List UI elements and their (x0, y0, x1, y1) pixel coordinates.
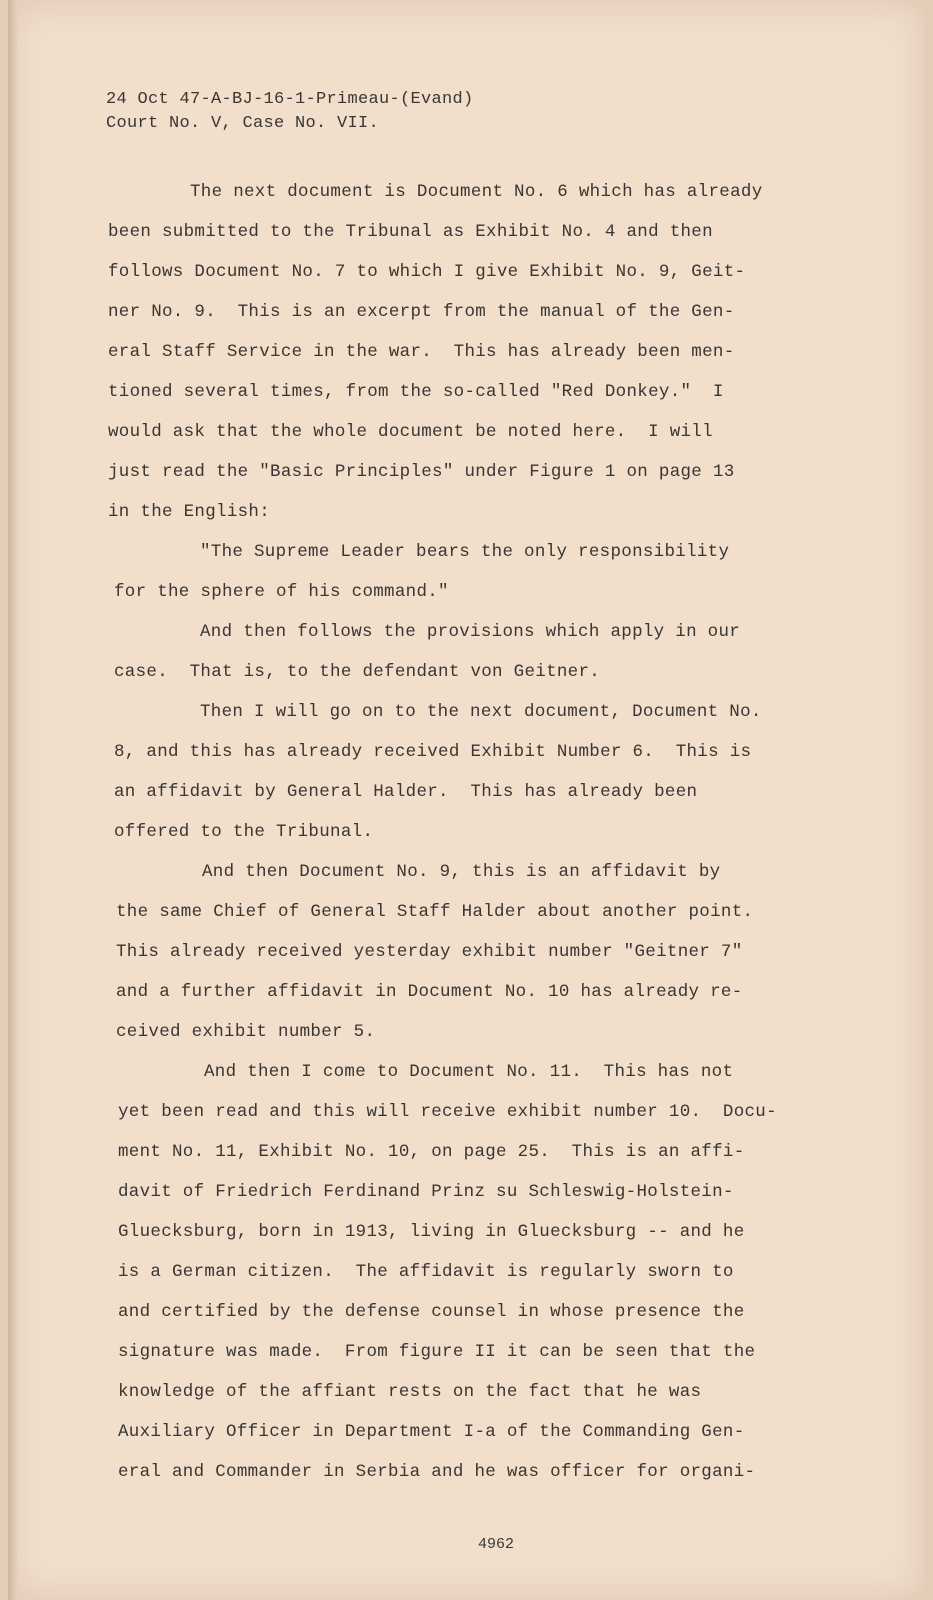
body-line: signature was made. From figure II it can be seen that the (118, 1342, 756, 1362)
body-line: Then I will go on to the next document, Document No. (200, 702, 762, 722)
body-line: davit of Friedrich Ferdinand Prinz su Schleswig-Holstein- (118, 1182, 734, 1202)
body-line: follows Document No. 7 to which I give Exhibit No. 9, Geit- (108, 262, 746, 282)
body-line: case. That is, to the defendant von Geitner. (114, 662, 601, 682)
body-line: Gluecksburg, born in 1913, living in Gluecksburg -- and he (118, 1222, 745, 1242)
quote-line: "The Supreme Leader bears the only responsibility (200, 542, 730, 562)
body-line: ment No. 11, Exhibit No. 10, on page 25. This is an affi- (118, 1142, 745, 1162)
body-line: just read the "Basic Principles" under Figure 1 on page 13 (108, 462, 735, 482)
quote-line: for the sphere of his command." (114, 582, 449, 602)
body-line: And then follows the provisions which apply in our (200, 622, 741, 642)
body-line: and a further affidavit in Document No. 10 has already re- (116, 982, 743, 1002)
body-line: in the English: (108, 502, 271, 522)
body-line: ceived exhibit number 5. (116, 1022, 376, 1042)
body-line: And then Document No. 9, this is an affidavit by (202, 862, 721, 882)
body-line: is a German citizen. The affidavit is regularly sworn to (118, 1262, 734, 1282)
body-line: would ask that the whole document be noted here. I will (108, 422, 713, 442)
body-line: 8, and this has already received Exhibit Number 6. This is (114, 742, 752, 762)
body-line: an affidavit by General Halder. This has already been (114, 782, 698, 802)
body-line: The next document is Document No. 6 which has already (190, 182, 763, 202)
document-page (8, 0, 925, 1600)
body-line: yet been read and this will receive exhibit number 10. Docu- (118, 1102, 777, 1122)
body-line: and certified by the defense counsel in whose presence the (118, 1302, 745, 1322)
body-line: This already received yesterday exhibit number "Geitner 7" (116, 942, 743, 962)
body-line: And then I come to Document No. 11. This has not (204, 1062, 734, 1082)
body-line: offered to the Tribunal. (114, 822, 374, 842)
page-number: 4962 (478, 1536, 515, 1553)
header-line-2: Court No. V, Case No. VII. (106, 114, 380, 133)
body-line: eral Staff Service in the war. This has already been men- (108, 342, 735, 362)
body-line: tioned several times, from the so-called "Red Donkey." I (108, 382, 724, 402)
body-line: ner No. 9. This is an excerpt from the manual of the Gen- (108, 302, 735, 322)
header-line-1: 24 Oct 47-A-BJ-16-1-Primeau-(Evand) (106, 90, 474, 109)
body-line: Auxiliary Officer in Department I-a of the Commanding Gen- (118, 1422, 745, 1442)
body-line: the same Chief of General Staff Halder about another point. (116, 902, 754, 922)
body-line: been submitted to the Tribunal as Exhibit No. 4 and then (108, 222, 713, 242)
body-line: knowledge of the affiant rests on the fact that he was (118, 1382, 702, 1402)
body-line: eral and Commander in Serbia and he was officer for organi- (118, 1462, 756, 1482)
